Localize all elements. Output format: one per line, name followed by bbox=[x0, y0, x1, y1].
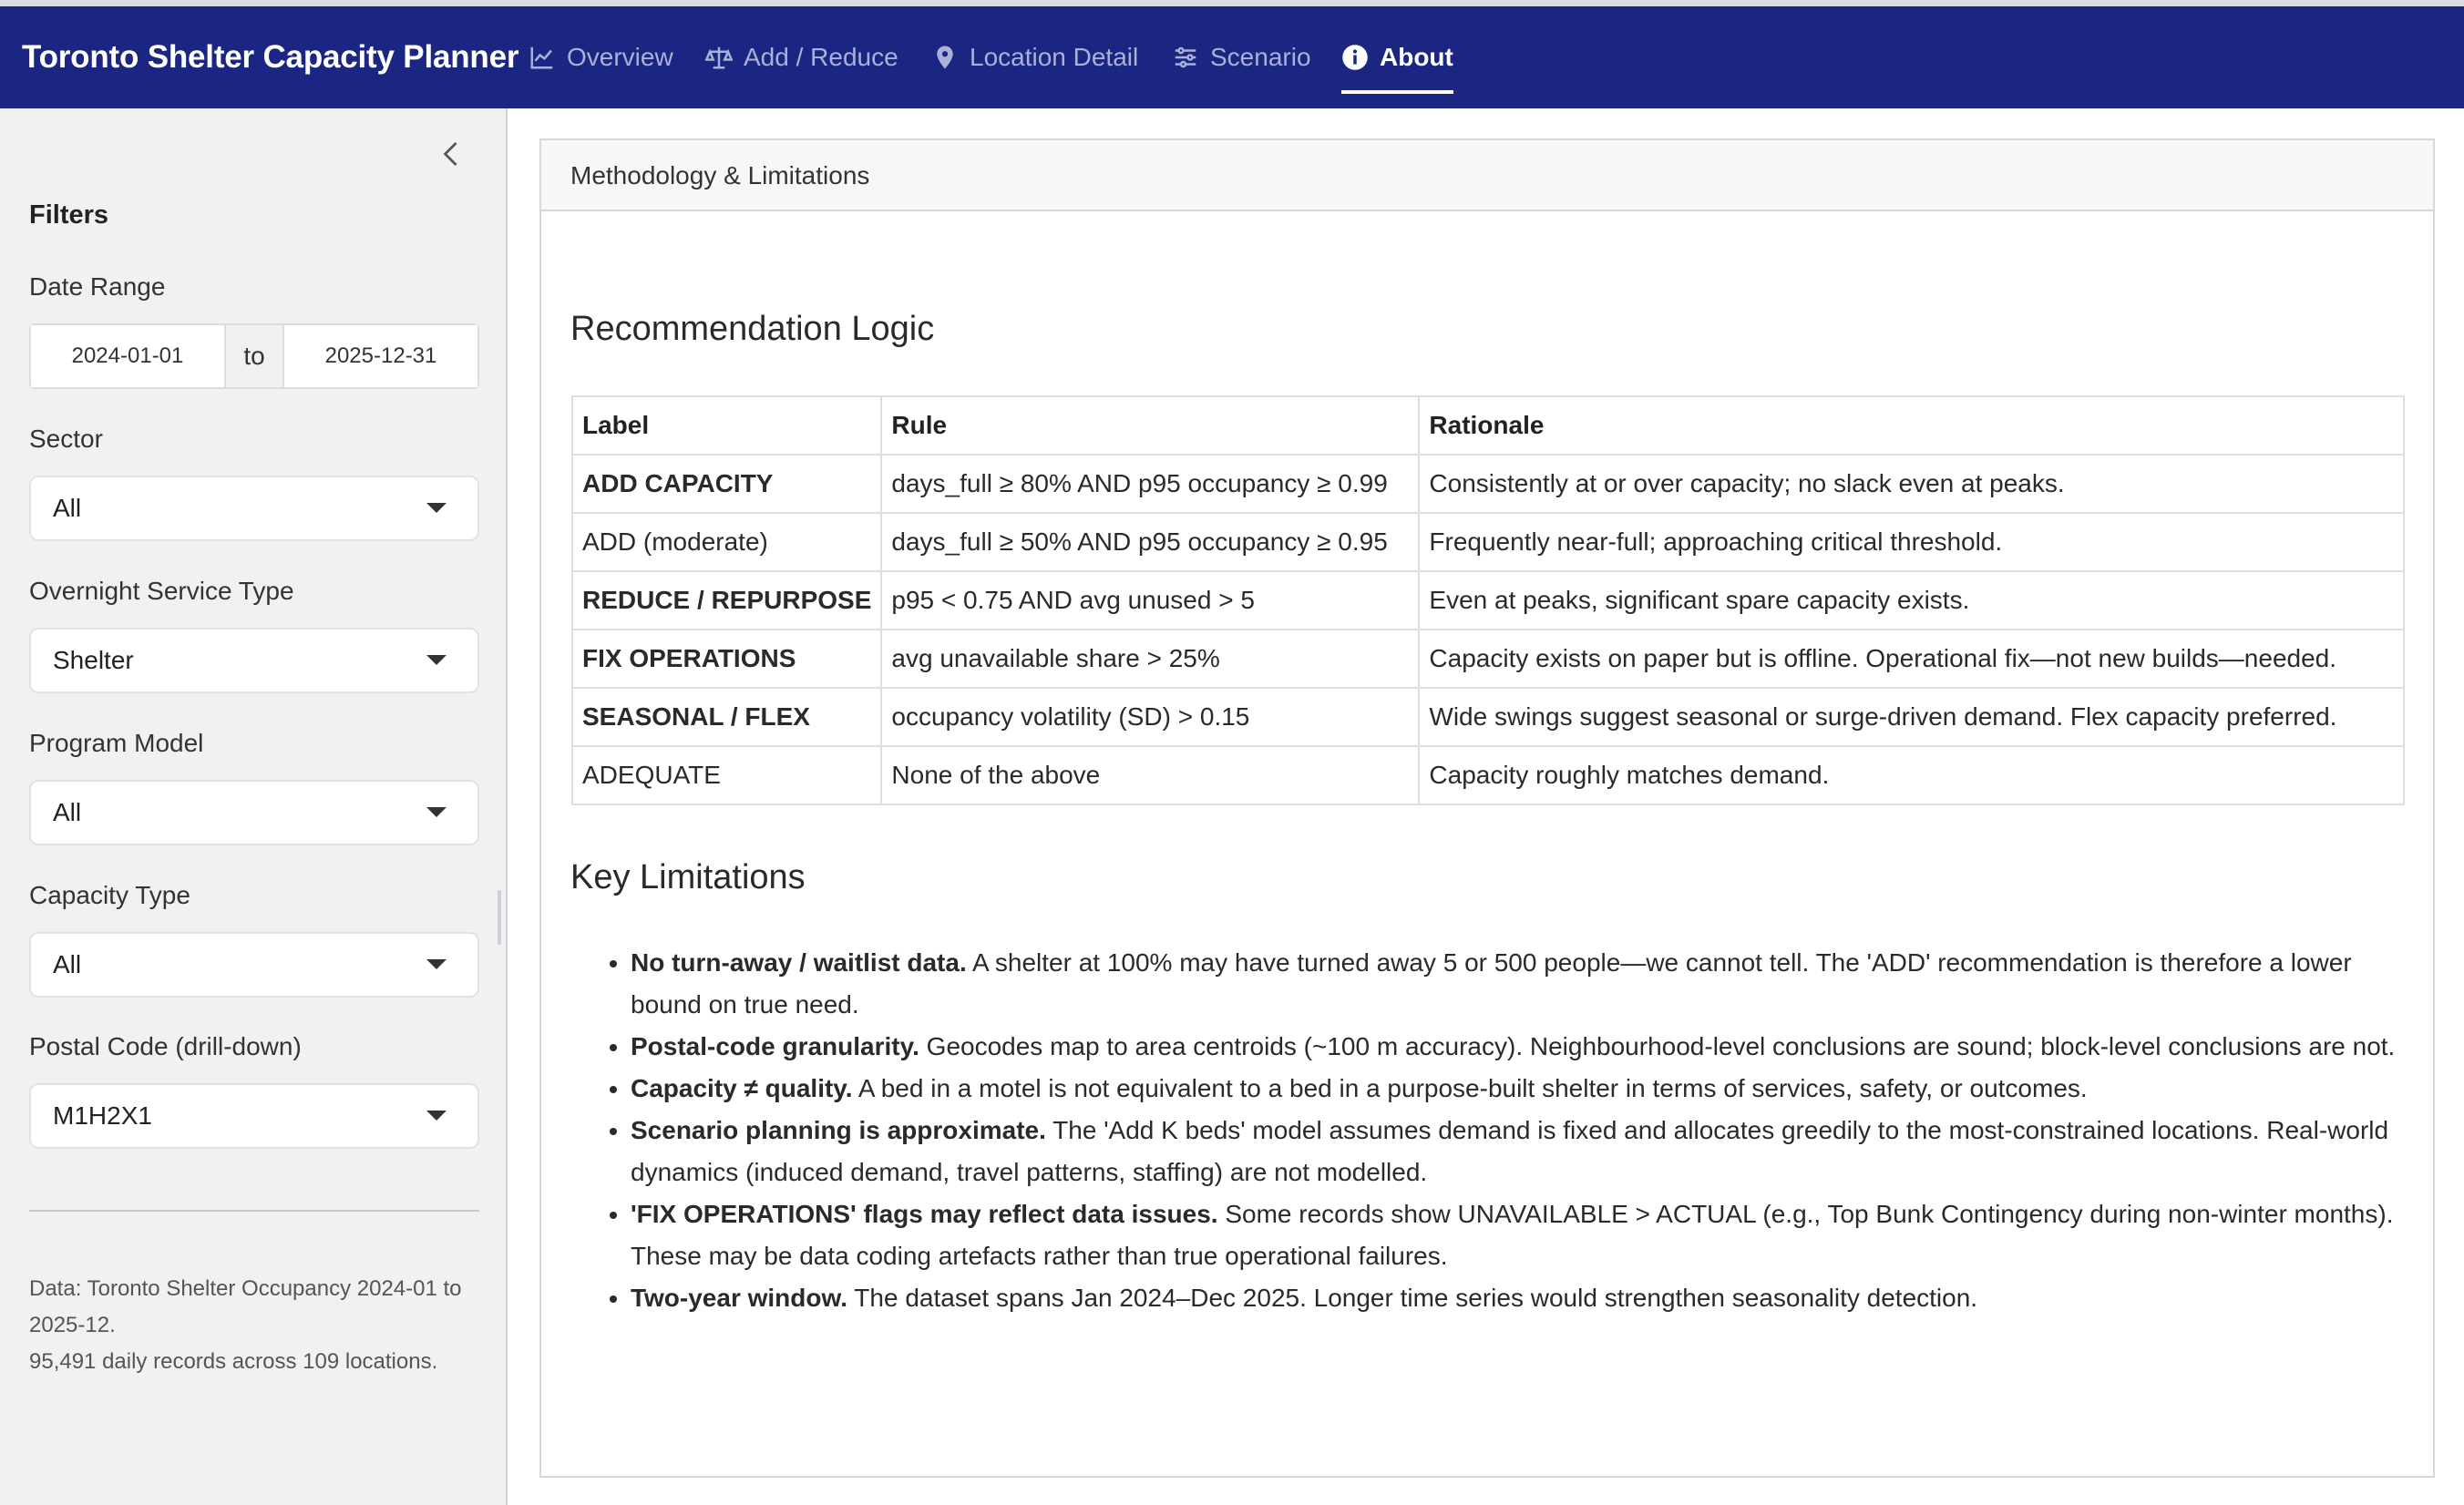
date-start-input[interactable] bbox=[31, 325, 224, 387]
sidebar bbox=[0, 108, 508, 1505]
program-model-label: Program Model bbox=[29, 729, 204, 757]
date-end-input[interactable] bbox=[284, 325, 477, 387]
recommendation-rule: occupancy volatility (SD) > 0.15 bbox=[881, 688, 1419, 746]
tab-scenario[interactable] bbox=[1172, 6, 1311, 108]
list-item bbox=[631, 1068, 2408, 1110]
recommendation-rule: days_full ≥ 50% AND p95 occupancy ≥ 0.95 bbox=[881, 513, 1419, 571]
recommendation-rule: p95 < 0.75 AND avg unused > 5 bbox=[881, 571, 1419, 630]
column-header-label: Label bbox=[572, 396, 881, 455]
caret-down-icon bbox=[426, 959, 447, 969]
table-row bbox=[572, 455, 2404, 513]
limitations-list bbox=[631, 942, 2408, 1319]
collapse-sidebar-button[interactable] bbox=[436, 138, 468, 170]
record-count-note: 95,491 daily records across 109 locations. bbox=[29, 1349, 438, 1374]
methodology-card bbox=[539, 138, 2435, 1478]
recommendation-label: REDUCE / REPURPOSE bbox=[572, 571, 881, 630]
recommendation-rationale: Even at peaks, significant spare capacity exists. bbox=[1419, 571, 2404, 630]
info-circle-icon bbox=[1341, 44, 1369, 71]
map-pin-icon bbox=[931, 44, 959, 71]
recommendation-rationale: Frequently near-full; approaching critical threshold. bbox=[1419, 513, 2404, 571]
date-range-label: Date Range bbox=[29, 272, 166, 301]
card-title: Methodology & Limitations bbox=[570, 161, 870, 189]
postal-code-value: M1H2X1 bbox=[53, 1101, 152, 1130]
date-range-input bbox=[29, 323, 479, 389]
limitation-title: Scenario planning is approximate. bbox=[631, 1116, 1046, 1144]
list-item bbox=[631, 1110, 2408, 1193]
limitation-title: 'FIX OPERATIONS' flags may reflect data issues. bbox=[631, 1200, 1218, 1228]
table-row bbox=[572, 746, 2404, 804]
tab-about[interactable] bbox=[1341, 6, 1453, 108]
limitation-text: A bed in a motel is not equivalent to a bed in a purpose-built shelter in terms of services, safety, or outcomes. bbox=[852, 1074, 2088, 1102]
card-header bbox=[541, 140, 2433, 211]
list-item bbox=[631, 1277, 2408, 1319]
table-row bbox=[572, 630, 2404, 688]
limitation-text: Geocodes map to area centroids (~100 m accuracy). Neighbourhood-level conclusions are sound; block-level conclusions are not. bbox=[919, 1032, 2396, 1060]
recommendation-rule: days_full ≥ 80% AND p95 occupancy ≥ 0.99 bbox=[881, 455, 1419, 513]
program-model-select[interactable] bbox=[29, 780, 479, 845]
caret-down-icon bbox=[426, 1111, 447, 1121]
sidebar-divider bbox=[29, 1210, 479, 1212]
sector-select-value: All bbox=[53, 494, 82, 522]
data-footnote bbox=[29, 1271, 485, 1380]
sector-label: Sector bbox=[29, 425, 103, 453]
tab-scenario-label: Scenario bbox=[1210, 43, 1311, 71]
limitation-text: Some records show UNAVAILABLE > ACTUAL (e.g., Top Bunk Contingency during non-winter months). These may be data coding artefacts rather than true operational failures. bbox=[631, 1200, 2394, 1270]
line-chart-icon bbox=[529, 44, 556, 71]
list-item bbox=[631, 1026, 2408, 1068]
list-item bbox=[631, 1193, 2408, 1277]
tab-about-label: About bbox=[1380, 43, 1453, 71]
recommendation-label: ADD (moderate) bbox=[572, 513, 881, 571]
limitation-text: The 'Add K beds' model assumes demand is fixed and allocates greedily to the most-constrained locations. Real-world dynamics (induced demand, travel patterns, staffing) are not modelled. bbox=[631, 1116, 2389, 1186]
recommendation-rule: avg unavailable share > 25% bbox=[881, 630, 1419, 688]
recommendation-logic-heading: Recommendation Logic bbox=[570, 310, 935, 348]
recommendation-rule: None of the above bbox=[881, 746, 1419, 804]
recommendation-logic-table bbox=[571, 395, 2405, 805]
navbar bbox=[0, 6, 2464, 108]
recommendation-rationale: Capacity exists on paper but is offline. Operational fix—not new builds—needed. bbox=[1419, 630, 2404, 688]
capacity-type-select[interactable] bbox=[29, 932, 479, 998]
recommendation-label: FIX OPERATIONS bbox=[572, 630, 881, 688]
sliders-icon bbox=[1172, 44, 1199, 71]
chevron-left-icon bbox=[436, 138, 468, 170]
column-header-rationale: Rationale bbox=[1419, 396, 2404, 455]
capacity-type-value: All bbox=[53, 950, 82, 978]
recommendation-rationale: Wide swings suggest seasonal or surge-driven demand. Flex capacity preferred. bbox=[1419, 688, 2404, 746]
recommendation-rationale: Capacity roughly matches demand. bbox=[1419, 746, 2404, 804]
app-title: Toronto Shelter Capacity Planner bbox=[22, 39, 519, 75]
tab-add-reduce[interactable] bbox=[705, 6, 898, 108]
table-row bbox=[572, 571, 2404, 630]
table-row bbox=[572, 688, 2404, 746]
column-header-rule: Rule bbox=[881, 396, 1419, 455]
tab-overview[interactable] bbox=[529, 6, 673, 108]
key-limitations-heading: Key Limitations bbox=[570, 858, 806, 896]
table-header-row bbox=[572, 396, 2404, 455]
tab-add-reduce-label: Add / Reduce bbox=[744, 43, 898, 71]
sector-select[interactable] bbox=[29, 476, 479, 541]
tab-overview-label: Overview bbox=[567, 43, 673, 71]
window-top-strip bbox=[0, 0, 2464, 6]
filters-title: Filters bbox=[29, 200, 109, 230]
sidebar-resize-handle[interactable] bbox=[498, 890, 501, 945]
caret-down-icon bbox=[426, 807, 447, 817]
recommendation-label: SEASONAL / FLEX bbox=[572, 688, 881, 746]
date-range-separator: to bbox=[224, 325, 284, 387]
program-model-value: All bbox=[53, 798, 82, 826]
capacity-type-label: Capacity Type bbox=[29, 881, 190, 909]
recommendation-rationale: Consistently at or over capacity; no slack even at peaks. bbox=[1419, 455, 2404, 513]
overnight-service-type-value: Shelter bbox=[53, 646, 134, 674]
caret-down-icon bbox=[426, 503, 447, 513]
limitation-title: No turn-away / waitlist data. bbox=[631, 948, 967, 977]
overnight-service-type-select[interactable] bbox=[29, 628, 479, 693]
recommendation-label: ADEQUATE bbox=[572, 746, 881, 804]
limitation-title: Two-year window. bbox=[631, 1284, 848, 1312]
table-row bbox=[572, 513, 2404, 571]
postal-code-label: Postal Code (drill-down) bbox=[29, 1032, 302, 1060]
data-source-note: Data: Toronto Shelter Occupancy 2024-01 to 2025-12. bbox=[29, 1276, 462, 1337]
tab-location-detail[interactable] bbox=[931, 6, 1138, 108]
limitation-text: A shelter at 100% may have turned away 5 or 500 people—we cannot tell. The 'ADD' recommendation is therefore a lower bound on true need. bbox=[631, 948, 2352, 1019]
tab-location-detail-label: Location Detail bbox=[970, 43, 1139, 71]
limitation-text: The dataset spans Jan 2024–Dec 2025. Longer time series would strengthen seasonality detection. bbox=[847, 1284, 1978, 1312]
caret-down-icon bbox=[426, 655, 447, 665]
list-item bbox=[631, 942, 2408, 1026]
overnight-service-type-label: Overnight Service Type bbox=[29, 577, 294, 605]
recommendation-label: ADD CAPACITY bbox=[572, 455, 881, 513]
limitation-title: Capacity ≠ quality. bbox=[631, 1074, 853, 1102]
limitation-title: Postal-code granularity. bbox=[631, 1032, 919, 1060]
postal-code-select[interactable] bbox=[29, 1083, 479, 1149]
scale-icon bbox=[705, 44, 733, 71]
